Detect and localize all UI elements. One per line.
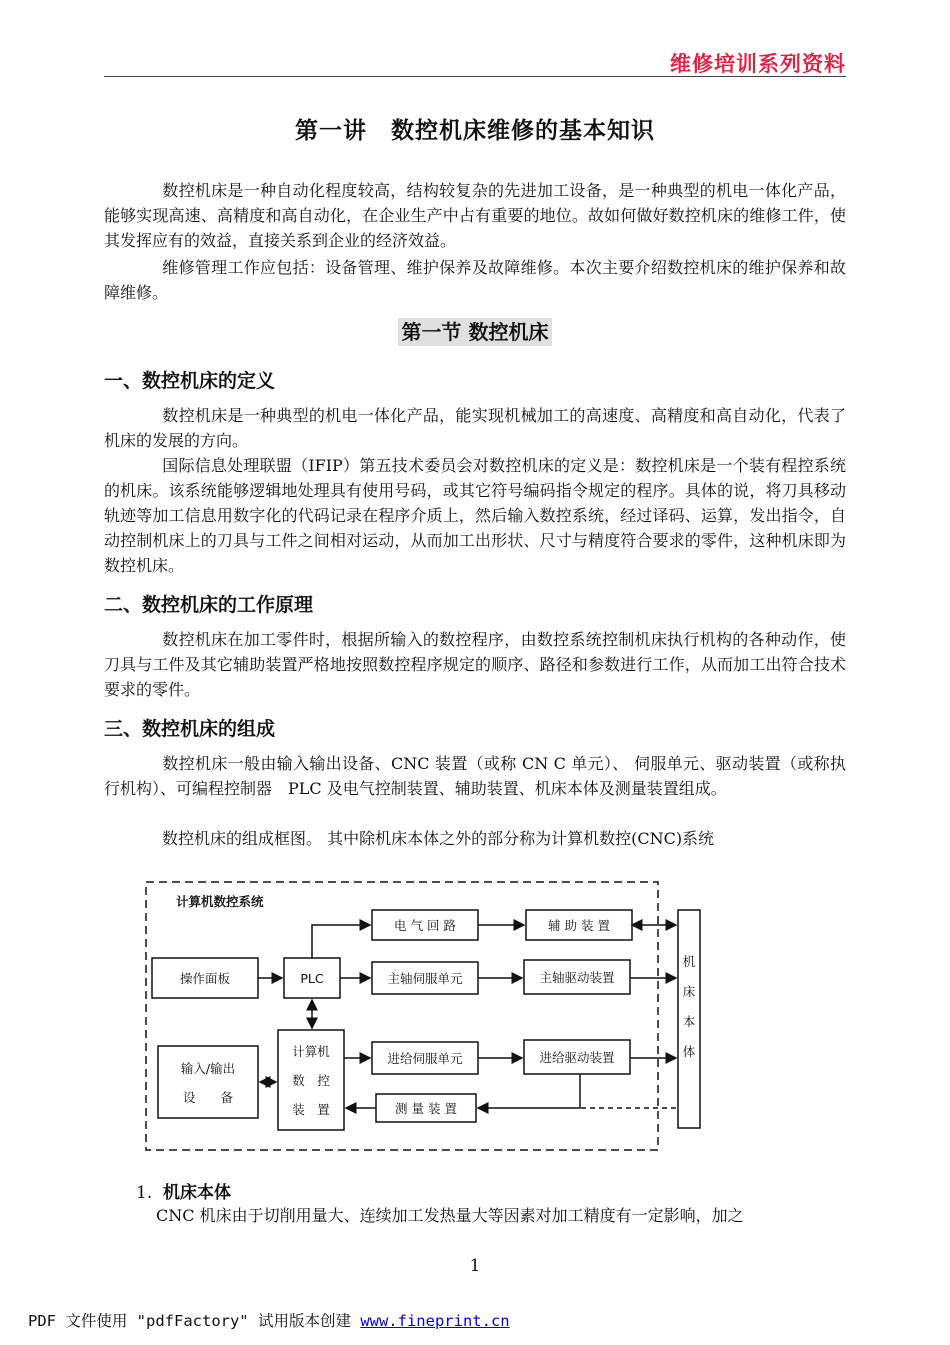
last-paragraph: CNC 机床由于切削用量大、连续加工发热量大等因素对加工精度有一定影响，加之 bbox=[156, 1206, 744, 1225]
cnc-block-diagram bbox=[140, 870, 710, 1155]
io-device-label-1: 输入/输出 bbox=[180, 1061, 236, 1076]
definition-paragraph-2: 国际信息处理联盟（IFIP）第五技术委员会对数控机床的定义是：数控机床是一个装有程控系统的机床。该系统能够逻辑地处理具有使用号码，或其它符号编码指令规定的程序。具体的说，将刀具移动轨迹等加工信息用数字化的代码记录在程序介质上，然后输入数控系统，经过译码、运算，发出指令，自动控制机床上的刀具与工件之间相对运动，从而加工出形状、尺寸与精度符合要求的零件，这种机床即为数控机床。 bbox=[104, 456, 846, 575]
principle-paragraph: 数控机床在加工零件时，根据所输入的数控程序，由数控系统控制机床执行机构的各种动作，使刀具与工件及其它辅助装置严格地按照数控程序规定的顺序、路径和参数进行工作，从而加工出符合技术要求的零件。 bbox=[104, 630, 846, 699]
spindle-servo-label: 主轴伺服单元 bbox=[387, 971, 463, 986]
series-title: 维修培训系列资料 bbox=[670, 52, 846, 76]
intro-paragraph-2: 维修管理工作应包括：设备管理、维护保养及故障维修。本次主要介绍数控机床的维护保养和故障维修。 bbox=[104, 258, 846, 302]
measure-label: 测 量 装 置 bbox=[395, 1101, 457, 1116]
machine-body-char-2: 床 bbox=[682, 984, 696, 999]
fineprint-link[interactable]: www.fineprint.cn bbox=[360, 1312, 510, 1330]
cnc-unit-label-2: 数 控 bbox=[292, 1073, 330, 1088]
lecture-title: 第一讲 数控机床维修的基本知识 bbox=[295, 118, 655, 144]
machine-body-char-1: 机 bbox=[682, 954, 696, 969]
operation-panel-label: 操作面板 bbox=[179, 971, 231, 986]
composition-paragraph-1: 数控机床一般由输入输出设备、CNC 装置（或称 CN C 单元）、 伺服单元、驱动装置（或称执行机构）、可编程控制器 PLC 及电气控制装置、辅助装置、机床本体及测量装置组成。 bbox=[104, 754, 846, 798]
header-rule bbox=[104, 76, 846, 77]
page-number: 1 bbox=[469, 1256, 481, 1276]
subsection-heading: 1. 机床本体 bbox=[136, 1183, 232, 1203]
cnc-unit-label-1: 计算机 bbox=[292, 1044, 330, 1059]
plc-label: PLC bbox=[300, 971, 324, 986]
spindle-drive-label: 主轴驱动装置 bbox=[539, 970, 615, 985]
pdf-footer: PDF 文件使用 "pdfFactory" 试用版本创建 www.fineprint.cn bbox=[28, 1312, 510, 1330]
aux-device-label: 辅 助 装 置 bbox=[548, 918, 610, 933]
principle-heading: 二、数控机床的工作原理 bbox=[104, 594, 314, 616]
cnc-unit-label-3: 装 置 bbox=[292, 1102, 330, 1117]
definition-heading: 一、数控机床的定义 bbox=[104, 370, 276, 392]
definition-paragraph-1: 数控机床是一种典型的机电一体化产品，能实现机械加工的高速度、高精度和高自动化，代表了机床的发展的方向。 bbox=[104, 406, 846, 450]
machine-body-char-4: 体 bbox=[682, 1044, 696, 1059]
section-title: 第一节 数控机床 bbox=[0, 316, 950, 345]
circuit-label: 电 气 回 路 bbox=[394, 918, 456, 933]
io-device-box bbox=[158, 1046, 258, 1118]
feed-drive-label: 进给驱动装置 bbox=[539, 1050, 615, 1065]
composition-heading: 三、数控机床的组成 bbox=[104, 718, 276, 740]
machine-body-char-3: 本 bbox=[682, 1014, 696, 1029]
intro-paragraph-1: 数控机床是一种自动化程度较高，结构较复杂的先进加工设备，是一种典型的机电一体化产品，能够实现高速、高精度和高自动化，在企业生产中占有重要的地位。故如何做好数控机床的维修工件，使其发挥应有的效益，直接关系到企业的经济效益。 bbox=[104, 181, 846, 250]
system-label: 计算机数控系统 bbox=[176, 894, 264, 909]
feed-servo-label: 进给伺服单元 bbox=[387, 1051, 463, 1066]
io-device-label-2: 设 备 bbox=[182, 1090, 234, 1105]
composition-paragraph-2: 数控机床的组成框图。 其中除机床本体之外的部分称为计算机数控(CNC)系统 bbox=[162, 829, 715, 848]
